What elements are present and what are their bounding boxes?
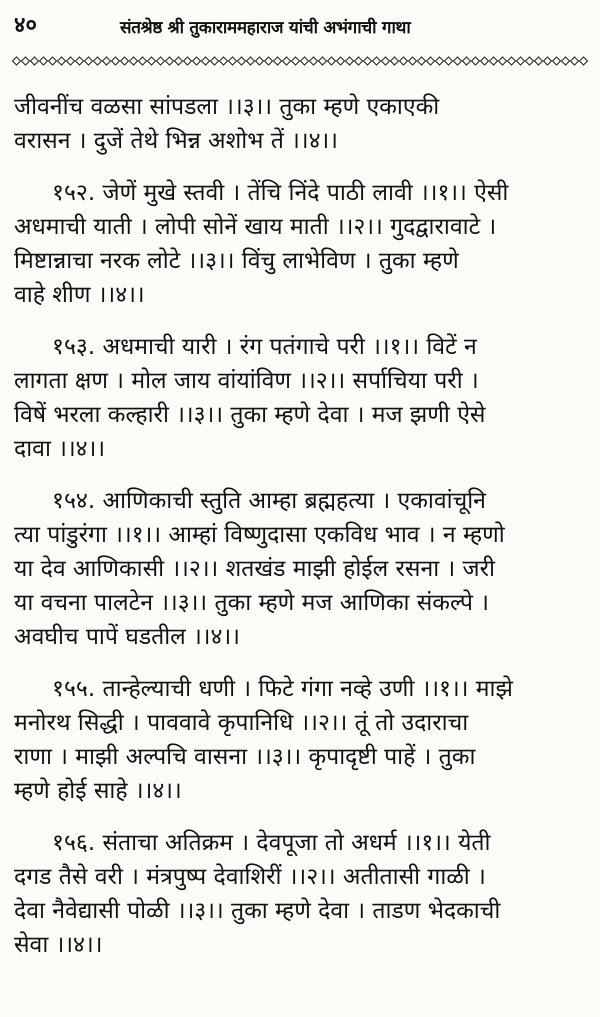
verse-line: या देव आणिकासी ।।२।। शतखंड माझी होईल रसना । जरी — [14, 556, 495, 582]
verse-line: विषें भरला कल्हारी ।।३।। तुका म्हणे देवा । मज झणी ऐसे — [14, 402, 486, 428]
verse-stanza — [14, 330, 592, 466]
verse-line: अवघीच पापें घडतील ।।४।। — [14, 624, 240, 650]
verse-line: म्हणे होई साहे ।।४।। — [14, 778, 182, 804]
verse-line: मिष्टान्नाचा नरक लोटे ।।३।। विंचु लाभेविण । तुका म्हणे — [14, 248, 459, 274]
verse-stanza — [14, 484, 592, 654]
verse-line: १५५. तान्हेल्याची धणी । फिटे गंगा नव्हे उणी ।।१।। माझे — [52, 676, 513, 702]
verse-line: त्या पांडुरंगा ।।१।। आम्हां विष्णुदासा एकविध भाव । न म्हणो — [14, 522, 505, 548]
verse-stanza — [14, 176, 592, 312]
verse-line: देवा नैवेद्यासी पोळी ।।३।। तुका म्हणे देवा । ताडण भेदकाची — [14, 898, 501, 924]
verse-line: वरासन । दुजें तेथे भिन्न अशोभ तें ।।४।। — [14, 128, 338, 154]
verse-line: १५६. संताचा अतिक्रम । देवपूजा तो अधर्म ।।१।। येती — [52, 830, 491, 856]
decorative-divider — [12, 56, 588, 66]
verse-line: लागता क्षण । मोल जाय वांयांविण ।।२।। सर्पाचिया परी । — [14, 368, 479, 394]
verse-line: या वचना पालटेन ।।३।। तुका म्हणे मज आणिका संकल्पे । — [14, 590, 489, 616]
verse-line: १५२. जेणें मुखे स्तवी । तेंचि निंदे पाठी लावी ।।१।। ऐसी — [52, 180, 509, 206]
verse-line: राणा । माझी अल्पचि वासना ।।३।। कृपादृष्टी पाहें । तुका — [14, 744, 476, 770]
verse-line: १५४. आणिकाची स्तुति आम्हा ब्रह्महत्या । एकावांचूनि — [52, 488, 486, 514]
verse-stanza — [14, 90, 592, 158]
verse-line: जीवनींच वळसा सांपडला ।।३।। तुका म्हणे एकाएकी — [14, 94, 440, 120]
verse-line: अधमाची याती । लोपी सोनें खाय माती ।।२।। गुदद्वारावाटे । — [14, 214, 497, 240]
verse-line: दावा ।।४।। — [14, 436, 106, 462]
verse-line: वाहे शीण ।।४।। — [14, 282, 145, 308]
verse-stanza — [14, 826, 592, 962]
verse-line: सेवा ।।४।। — [14, 932, 103, 958]
verse-line: मनोरथ सिद्धी । पाववावे कृपानिधि ।।२।। तूं तो उदाराचा — [14, 710, 469, 736]
page-body — [14, 90, 592, 980]
verse-line: दगड तैसे वरी । मंत्रपुष्प देवाशिरीं ।।२।। अतीतासी गाळी । — [14, 864, 486, 890]
verse-line: १५३. अधमाची यारी । रंग पतंगाचे परी ।।१।। विटें न — [52, 334, 477, 360]
running-title: संतश्रेष्ठ श्री तुकाराममहाराज यांची अभंगाची गाथा — [120, 18, 411, 38]
page-header — [0, 0, 600, 42]
verse-stanza — [14, 672, 592, 808]
page-number: ४० — [14, 13, 37, 38]
